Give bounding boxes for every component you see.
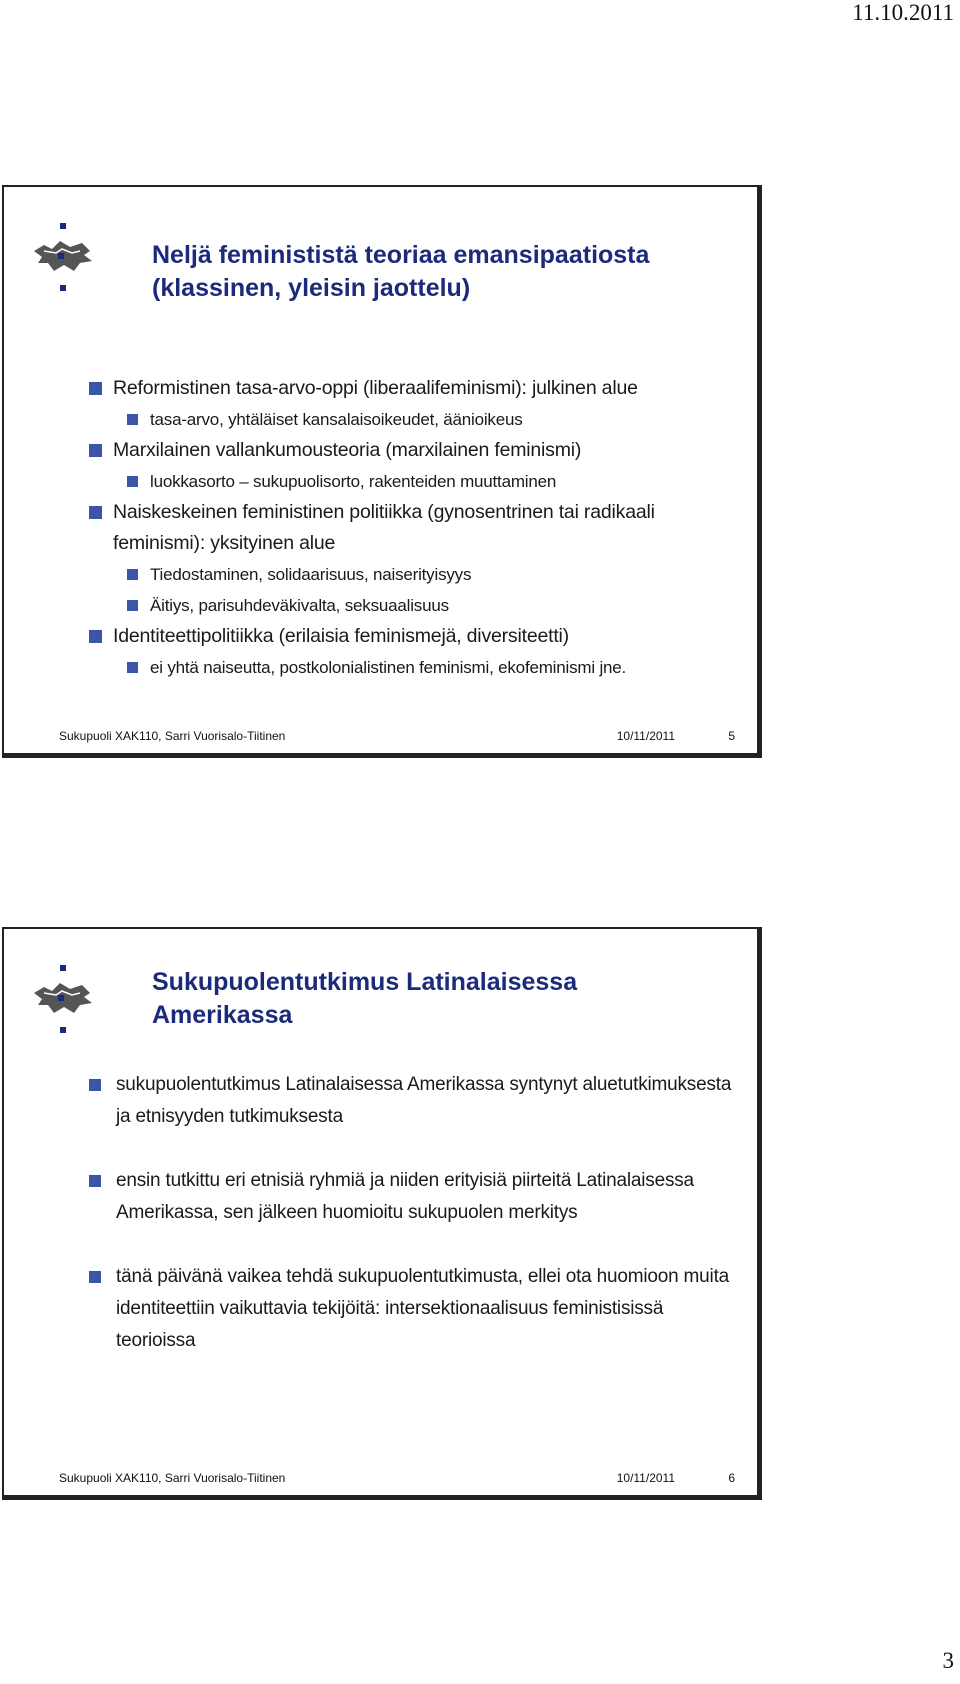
university-logo-icon: [30, 221, 100, 293]
footer-slide-number: 6: [728, 1471, 735, 1485]
footer-course: Sukupuoli XAK110, Sarri Vuorisalo-Tiitinen: [59, 1471, 286, 1485]
sub-bullet-item: luokkasorto – sukupuolisorto, rakenteiden muuttaminen: [89, 466, 737, 497]
footer-date: 10/11/2011: [616, 1471, 675, 1485]
bullet-item: ensin tutkittu eri etnisiä ryhmiä ja niiden erityisiä piirteitä Latinalaisessa Amerikassa, sen jälkeen huomioitu sukupuolen merkitys: [89, 1165, 737, 1229]
bullet-list: [89, 1069, 737, 1389]
bullet-item: sukupuolentutkimus Latinalaisessa Amerikassa syntynyt aluetutkimuksesta ja etnisyyden tutkimuksesta: [89, 1069, 737, 1133]
bullet-item: Naiskeskeinen feministinen politiikka (gynosentrinen tai radikaali feminismi): yksityinen alue: [89, 497, 737, 559]
university-logo-icon: [30, 963, 100, 1035]
bullet-list: [89, 373, 737, 683]
slide-6: [2, 927, 762, 1500]
sub-bullet-item: Tiedostaminen, solidaarisuus, naiserityisyys: [89, 559, 737, 590]
footer-course: Sukupuoli XAK110, Sarri Vuorisalo-Tiitinen: [59, 729, 286, 743]
bullet-item: Reformistinen tasa-arvo-oppi (liberaalifeminismi): julkinen alue: [89, 373, 737, 404]
slide-title: [152, 239, 732, 305]
bullet-item: tänä päivänä vaikea tehdä sukupuolentutkimusta, ellei ota huomioon muita identiteettiin vaikuttavia tekijöitä: intersektionaalisuus feministisissä teorioissa: [89, 1261, 737, 1357]
page-date: 11.10.2011: [852, 0, 954, 25]
sub-bullet-item: Äitiys, parisuhdeväkivalta, seksuaalisuus: [89, 590, 737, 621]
page-number: 3: [942, 1648, 954, 1673]
bullet-item: Marxilainen vallankumousteoria (marxilainen feminismi): [89, 435, 737, 466]
sub-bullet-item: ei yhtä naiseutta, postkolonialistinen feminismi, ekofeminismi jne.: [89, 652, 737, 683]
slide-title: [152, 966, 732, 1032]
slide-title-line-2: (klassinen, yleisin jaottelu): [152, 274, 471, 302]
slide-title-line-1: Neljä feminististä teoriaa emansipaatiosta: [152, 241, 650, 269]
slide-title-line-2: Amerikassa: [152, 1001, 293, 1029]
sub-bullet-item: tasa-arvo, yhtäläiset kansalaisoikeudet, äänioikeus: [89, 404, 737, 435]
footer-date: 10/11/2011: [616, 729, 675, 743]
bullet-item: Identiteettipolitiikka (erilaisia feminismejä, diversiteetti): [89, 621, 737, 652]
slide-title-line-1: Sukupuolentutkimus Latinalaisessa: [152, 968, 578, 996]
footer-slide-number: 5: [728, 729, 735, 743]
slide-5: [2, 185, 762, 758]
